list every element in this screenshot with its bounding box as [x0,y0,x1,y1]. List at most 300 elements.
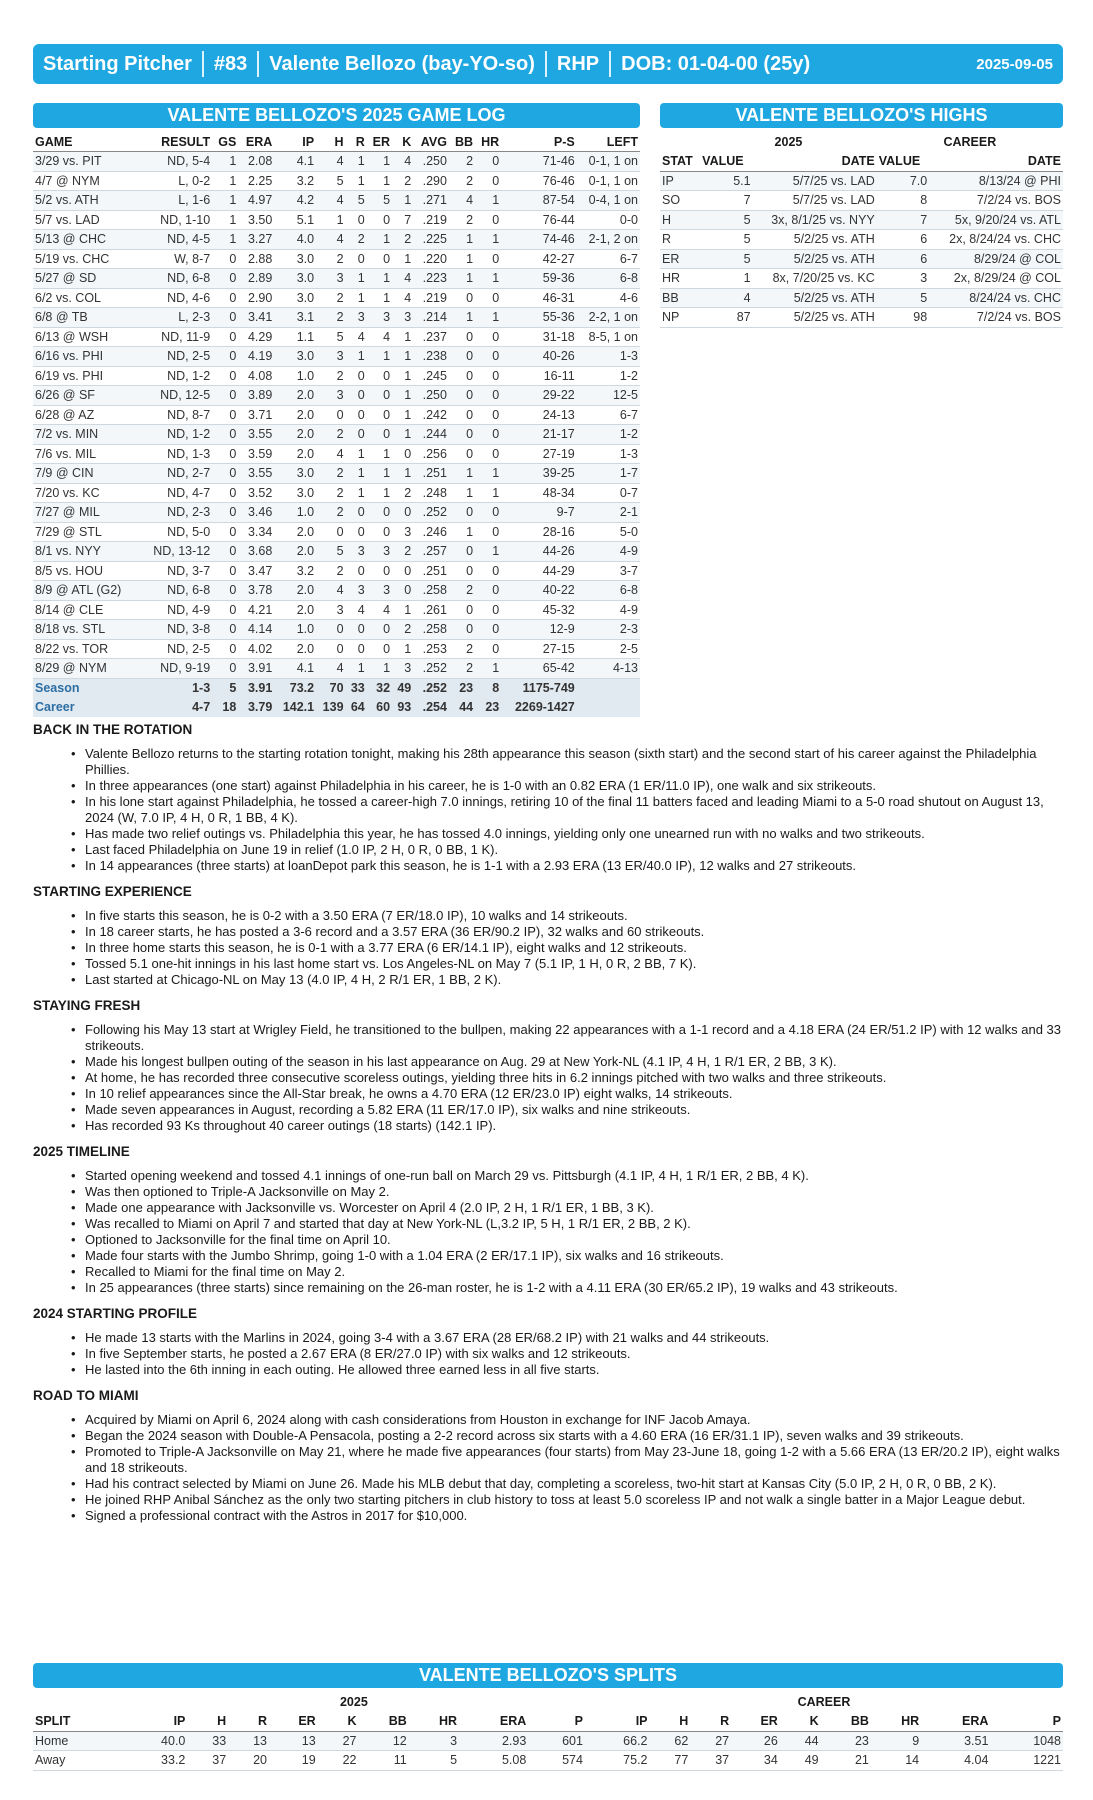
game-log-col-header: K [392,132,413,152]
game-log-cell: 0 [212,288,238,308]
game-log-cell: 27-19 [501,444,577,464]
game-log-cell: 31-18 [501,327,577,347]
game-log-row [33,425,640,445]
splits-cell: 44 [780,1731,821,1751]
splits-col-header: BB [821,1712,871,1732]
game-log-cell: 0 [475,327,501,347]
notes-item: • Following his May 13 start at Wrigley Field, he transitioned to the bullpen, making 22 appearances with a 1-1 record and a 4.18 ERA (24 ER/51.2 IP) with 12 walks and 33 strikeouts. [85,1022,1063,1054]
game-log-cell: 1 [346,152,367,172]
game-log-cell: 5 [316,171,345,191]
game-log-cell: 3.0 [274,249,316,269]
game-log-cell: 0 [212,483,238,503]
game-log-cell: 39-25 [501,464,577,484]
game-log-cell: 0 [346,249,367,269]
game-log-cell: 4.02 [238,639,274,659]
game-log-cell: 0 [367,639,392,659]
game-log-row [33,639,640,659]
game-log-cell: 0 [316,639,345,659]
game-log-cell: 3.27 [238,230,274,250]
game-log-row [33,620,640,640]
game-log-cell: 0 [367,522,392,542]
game-log-cell: 0 [212,249,238,269]
game-log-cell: 2.0 [274,444,316,464]
game-log-cell: 0 [367,366,392,386]
game-log-cell: .261 [413,600,449,620]
game-log-cell: 0 [449,386,475,406]
highs-row [660,288,1063,308]
game-log-cell: 2.0 [274,386,316,406]
game-log-cell: 3.0 [274,269,316,289]
game-log-cell: 1 [367,347,392,367]
game-log-cell: ND, 1-10 [140,210,212,230]
highs-group-career: CAREER [943,134,997,149]
game-log-total-cell: 23 [475,698,501,718]
splits-col-header: HR [409,1712,459,1732]
game-log-cell: 1 [346,444,367,464]
game-log-total-cell: 4-7 [140,698,212,718]
game-log-cell: .244 [413,425,449,445]
game-log-cell: 0 [346,503,367,523]
game-log-total-cell: 1175-749 [501,678,577,698]
game-log-total-cell: 142.1 [274,698,316,718]
highs-row [660,269,1063,289]
game-log-cell: 1 [449,249,475,269]
game-log-cell: 2.0 [274,542,316,562]
game-log-cell: ND, 4-7 [140,483,212,503]
highs-cell: 98 [877,308,929,328]
game-log-cell: 0 [367,249,392,269]
game-log-row [33,210,640,230]
game-log-cell: 1 [346,171,367,191]
highs-cell: SO [660,191,700,211]
game-log-cell: 0 [475,425,501,445]
game-log-cell: 1 [212,191,238,211]
highs-cell: 5/2/25 vs. ATH [753,308,877,328]
game-log-cell: 24-13 [501,405,577,425]
game-log-cell: .258 [413,581,449,601]
game-log-cell: .256 [413,444,449,464]
game-log-cell: .271 [413,191,449,211]
game-log-cell: 1 [316,210,345,230]
game-log-total-cell: 3.91 [238,678,274,698]
game-log-total-cell: 8 [475,678,501,698]
game-log-cell: 0 [392,581,413,601]
game-log-cell: 1 [212,210,238,230]
game-log-cell: 0-0 [577,210,640,230]
game-log-cell: 2 [316,464,345,484]
highs-cell: 8 [877,191,929,211]
game-log-cell: ND, 13-12 [140,542,212,562]
game-log-cell: 0 [449,347,475,367]
game-log-cell: 1 [475,483,501,503]
highs-col-header: DATE [753,152,877,172]
game-log-cell: 0 [212,600,238,620]
splits-cell: 3.51 [921,1731,990,1751]
game-log-cell: 3.91 [238,659,274,679]
game-log-cell: 1 [449,522,475,542]
game-log-cell: 1 [475,308,501,328]
notes-section [33,722,1063,1534]
game-log-cell: 3 [346,308,367,328]
game-log-cell: 3 [346,542,367,562]
game-log-cell: 3.1 [274,308,316,328]
game-log-cell: ND, 4-5 [140,230,212,250]
splits-col-header: IP [123,1712,188,1732]
game-log-cell: 2.0 [274,581,316,601]
game-log-cell: ND, 11-9 [140,327,212,347]
game-log-total-cell: Career [33,698,140,718]
game-log-total-row [33,678,640,698]
game-log-cell: 42-27 [501,249,577,269]
game-log-total-cell: 70 [316,678,345,698]
game-log-cell: 0 [449,561,475,581]
game-log-cell: 0 [449,366,475,386]
game-log-cell: 0 [212,386,238,406]
notes-item: • He joined RHP Anibal Sánchez as the only two starting pitchers in club history to toss at least 5.0 scoreless IP and not walk a single batter in a Major League debut. [85,1492,1063,1508]
game-log-cell: 5 [367,191,392,211]
notes-item: • Was recalled to Miami on April 7 and started that day at New York-NL (L,3.2 IP, 5 H, 1 R/1 ER, 2 BB, 2 K). [85,1216,1063,1232]
highs-col-header: STAT [660,152,700,172]
game-log-cell: 0 [346,561,367,581]
game-log-cell: 1 [367,269,392,289]
game-log-cell: 7/6 vs. MIL [33,444,140,464]
player-name: Valente Bellozo (bay-YO-so) [269,52,535,75]
game-log-cell: 0 [212,659,238,679]
highs-cell: 8/24/24 vs. CHC [929,288,1063,308]
splits-col-header: R [690,1712,731,1732]
splits-cell: 5 [409,1751,459,1771]
notes-item: • In 10 relief appearances since the All-Star break, he owns a 4.70 ERA (12 ER/23.0 IP) eight walks, 14 strikeouts. [85,1086,1063,1102]
notes-item: • In five September starts, he posted a 2.67 ERA (8 ER/27.0 IP) with six walks and 12 strikeouts. [85,1346,1063,1362]
game-log-cell: .250 [413,386,449,406]
game-log-cell: 2.0 [274,405,316,425]
game-log-cell: 8/22 vs. TOR [33,639,140,659]
game-log-cell: .253 [413,639,449,659]
splits-col-header: ERA [459,1712,528,1732]
game-log-cell: 4 [392,269,413,289]
game-log-cell: ND, 2-7 [140,464,212,484]
notes-heading: 2025 TIMELINE [33,1144,130,1159]
notes-item: • Signed a professional contract with the Astros in 2017 for $10,000. [85,1508,1063,1524]
splits-col-header: IP [585,1712,650,1732]
splits-cell: 23 [821,1731,871,1751]
game-log-col-header: H [316,132,345,152]
game-log-col-header: LEFT [577,132,640,152]
game-log-cell: 7/29 @ STL [33,522,140,542]
game-log-total-cell: 2269-1427 [501,698,577,718]
game-log-row [33,327,640,347]
game-log-cell: ND, 2-5 [140,639,212,659]
game-log-cell: 1.0 [274,366,316,386]
game-log-cell: 4/7 @ NYM [33,171,140,191]
game-log-cell: 0 [475,249,501,269]
game-log-cell: 2 [449,171,475,191]
notes-heading: 2024 STARTING PROFILE [33,1306,198,1321]
game-log-col-header: BB [449,132,475,152]
game-log-cell: 76-44 [501,210,577,230]
highs-cell: 1 [700,269,752,289]
jersey-number: #83 [213,52,248,75]
game-log-cell: 1 [346,347,367,367]
highs-group-row [660,132,1063,152]
highs-cell: 5 [877,288,929,308]
game-log-cell: 0 [346,522,367,542]
game-log-cell: 4.21 [238,600,274,620]
game-log-cell: 0-1, 1 on [577,152,640,172]
game-log-title: VALENTE BELLOZO'S 2025 GAME LOG [33,103,640,128]
game-log-cell: 0 [392,503,413,523]
splits-cell: 21 [821,1751,871,1771]
game-log-cell: 2.0 [274,600,316,620]
splits-header-row [33,1712,1063,1732]
highs-cell: 87 [700,308,752,328]
game-log-cell: 0-7 [577,483,640,503]
game-log-cell: 0 [316,620,345,640]
highs-title: VALENTE BELLOZO'S HIGHS [660,103,1063,128]
game-log-cell: 0 [475,152,501,172]
game-log-cell: 6/13 @ WSH [33,327,140,347]
highs-cell: 5 [700,249,752,269]
game-log-cell: 7/9 @ CIN [33,464,140,484]
splits-cell: 22 [318,1751,359,1771]
game-log-cell: 76-46 [501,171,577,191]
game-log-cell: 4 [316,581,345,601]
game-log-total-cell: 64 [346,698,367,718]
game-log-cell: 4.2 [274,191,316,211]
game-log-total-row [33,698,640,718]
game-log-cell: .251 [413,464,449,484]
highs-cell: 7/2/24 vs. BOS [929,191,1063,211]
highs-cell: 8/13/24 @ PHI [929,171,1063,191]
game-log-cell: .225 [413,230,449,250]
game-log-cell: 0 [346,620,367,640]
highs-row [660,191,1063,211]
game-log-cell: 27-15 [501,639,577,659]
game-log-cell: 2 [346,230,367,250]
game-log-cell: L, 2-3 [140,308,212,328]
splits-cell: 9 [871,1731,921,1751]
game-log-cell: 2 [392,171,413,191]
highs-cell: 5/7/25 vs. LAD [753,191,877,211]
highs-cell: BB [660,288,700,308]
game-log-cell: 1 [367,444,392,464]
game-log-cell: 6/16 vs. PHI [33,347,140,367]
game-log-cell: 0 [212,347,238,367]
game-log-cell: 1 [392,639,413,659]
game-log-cell: 6/8 @ TB [33,308,140,328]
game-log-col-header: ER [367,132,392,152]
splits-row [33,1751,1063,1771]
game-log-cell: 1 [346,269,367,289]
splits-cell: 37 [690,1751,731,1771]
game-log-cell: 1-7 [577,464,640,484]
highs-cell: 8/29/24 @ COL [929,249,1063,269]
game-log-cell: ND, 5-0 [140,522,212,542]
game-log-cell: 0 [475,522,501,542]
divider [257,51,259,77]
game-log-cell: ND, 4-9 [140,600,212,620]
game-log-cell: 9-7 [501,503,577,523]
game-log-total-cell: 60 [367,698,392,718]
game-log-cell: 4 [316,152,345,172]
game-log-col-header: P-S [501,132,577,152]
game-log-cell: 8/29 @ NYM [33,659,140,679]
game-log-cell: 3.52 [238,483,274,503]
highs-cell: 4 [700,288,752,308]
game-log-cell: 4-9 [577,600,640,620]
game-log-cell: 1 [392,600,413,620]
game-log-cell: .252 [413,503,449,523]
notes-item: • Started opening weekend and tossed 4.1 innings of one-run ball on March 29 vs. Pittsburgh (4.1 IP, 4 H, 1 R/1 ER, 2 BB, 4 K). [85,1168,1063,1184]
game-log-cell: 4-13 [577,659,640,679]
role-label: Starting Pitcher [43,52,192,75]
splits-col-header: P [528,1712,585,1732]
game-log-cell: 0 [346,425,367,445]
game-log-cell: 2 [316,308,345,328]
splits-table [33,1692,1063,1771]
game-log-cell: 74-46 [501,230,577,250]
game-log-cell: ND, 6-8 [140,581,212,601]
game-log-cell: 6/2 vs. COL [33,288,140,308]
game-log-cell: 1 [449,308,475,328]
game-log-cell: 2 [316,288,345,308]
game-log-cell: 6-7 [577,249,640,269]
notes-block [33,884,1063,988]
game-log-cell: 2 [316,366,345,386]
game-log-cell: 1 [367,230,392,250]
game-log-cell: 1 [367,288,392,308]
game-log-cell: 1 [392,405,413,425]
game-log-cell: .290 [413,171,449,191]
notes-item: • In 18 career starts, he has posted a 3-6 record and a 3.57 ERA (36 ER/90.2 IP), 32 walks and 60 strikeouts. [85,924,1063,940]
game-log-row [33,366,640,386]
game-log-cell: 0 [475,561,501,581]
game-log-cell: 8/18 vs. STL [33,620,140,640]
game-log-total-cell [577,678,640,698]
highs-cell: IP [660,171,700,191]
game-log-cell: 0 [212,405,238,425]
highs-cell: 5 [700,230,752,250]
game-log-col-header: RESULT [140,132,212,152]
game-log-cell: 0 [212,581,238,601]
game-log-row [33,386,640,406]
notes-item: • Was then optioned to Triple-A Jacksonville on May 2. [85,1184,1063,1200]
game-log-cell: 3-7 [577,561,640,581]
game-log-row [33,483,640,503]
game-log-cell: 0 [212,269,238,289]
game-log-cell: 2.89 [238,269,274,289]
game-log-cell: .250 [413,152,449,172]
game-log-cell: 0 [367,405,392,425]
game-log-cell: 3.59 [238,444,274,464]
game-log-cell: 45-32 [501,600,577,620]
game-log-cell: 1 [392,366,413,386]
game-log-cell: 1 [475,542,501,562]
notes-item: • Began the 2024 season with Double-A Pensacola, posting a 2-2 record across six starts with a 4.60 ERA (16 ER/31.1 IP), seven walks and 39 strikeouts. [85,1428,1063,1444]
game-log-row [33,347,640,367]
game-log-cell: 65-42 [501,659,577,679]
game-log-cell: .220 [413,249,449,269]
game-log-cell: 7 [392,210,413,230]
notes-item: • Last faced Philadelphia on June 19 in relief (1.0 IP, 2 H, 0 R, 0 BB, 1 K). [85,842,1063,858]
game-log-cell: ND, 9-19 [140,659,212,679]
notes-list [33,908,1063,988]
splits-col-header: ER [269,1712,318,1732]
game-log-cell: .219 [413,288,449,308]
game-log-cell: 3.0 [274,288,316,308]
splits-col-header: H [187,1712,228,1732]
game-log-cell: 1 [367,464,392,484]
game-log-cell: 1 [212,152,238,172]
game-log-cell: 1 [346,659,367,679]
game-log-cell: 0 [367,503,392,523]
notes-item: • Promoted to Triple-A Jacksonville on May 21, where he made five appearances (four starts) from May 23-June 18, going 1-2 with a 5.66 ERA (13 ER/20.2 IP), eight walks and 18 strikeouts. [85,1444,1063,1476]
game-log-cell: 0 [212,503,238,523]
game-log-cell: .219 [413,210,449,230]
report-date: 2025-09-05 [976,55,1053,73]
game-log-cell: 2 [316,503,345,523]
game-log-cell: 3 [316,347,345,367]
notes-item: • Tossed 5.1 one-hit innings in his last home start vs. Los Angeles-NL on May 7 (5.1 IP, 1 H, 0 R, 2 BB, 7 K). [85,956,1063,972]
highs-cell: 6 [877,249,929,269]
game-log-cell: 2.0 [274,639,316,659]
game-log-cell: 2 [316,483,345,503]
game-log-cell: 3.46 [238,503,274,523]
splits-cell: 601 [528,1731,585,1751]
game-log-cell: 3 [367,581,392,601]
game-log-row [33,152,640,172]
notes-block [33,1144,1063,1296]
game-log-cell: 1 [392,464,413,484]
game-log-cell: 3.50 [238,210,274,230]
game-log-cell: 3/29 vs. PIT [33,152,140,172]
game-log-cell: ND, 2-3 [140,503,212,523]
game-log-total-cell [577,698,640,718]
game-log-header-row [33,132,640,152]
highs-cell: NP [660,308,700,328]
game-log-cell: 2 [316,425,345,445]
game-log-cell: 40-26 [501,347,577,367]
notes-item: • He lasted into the 6th inning in each outing. He allowed three earned less in all five starts. [85,1362,1063,1378]
splits-cell: 5.08 [459,1751,528,1771]
notes-list [33,1022,1063,1134]
game-log-cell: 8/1 vs. NYY [33,542,140,562]
highs-cell: 5.1 [700,171,752,191]
game-log-col-header: ERA [238,132,274,152]
game-log-cell: .214 [413,308,449,328]
highs-header-row [660,152,1063,172]
game-log-cell: 3.68 [238,542,274,562]
game-log-cell: 0 [212,444,238,464]
game-log-cell: 5/2 vs. ATH [33,191,140,211]
game-log-cell: 1-2 [577,425,640,445]
notes-item: • Made four starts with the Jumbo Shrimp, going 1-0 with a 1.04 ERA (2 ER/17.1 IP), six walks and 16 strikeouts. [85,1248,1063,1264]
highs-row [660,249,1063,269]
game-log-cell: .251 [413,561,449,581]
game-log-cell: 1.1 [274,327,316,347]
game-log-cell: 1 [475,269,501,289]
notes-item: • Recalled to Miami for the final time on May 2. [85,1264,1063,1280]
game-log-row [33,581,640,601]
splits-cell: 20 [228,1751,269,1771]
splits-cell: 49 [780,1751,821,1771]
highs-row [660,171,1063,191]
game-log-cell: 0 [475,366,501,386]
notes-heading: ROAD TO MIAMI [33,1388,139,1403]
game-log-cell: 4.14 [238,620,274,640]
splits-group-row [33,1692,1063,1712]
game-log-cell: ND, 5-4 [140,152,212,172]
